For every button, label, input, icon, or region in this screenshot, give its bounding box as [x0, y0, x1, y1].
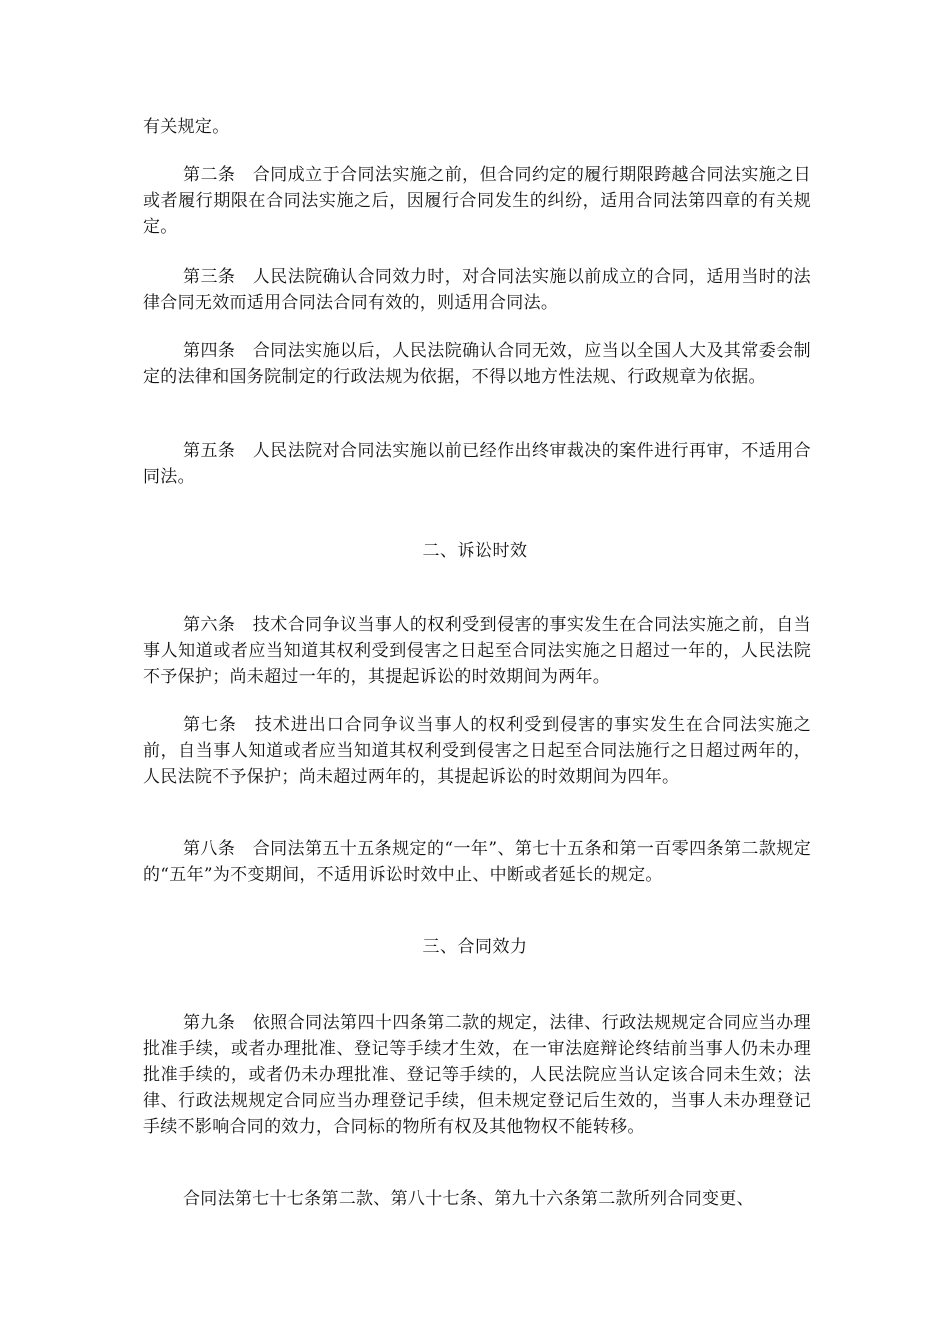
section-heading-2: 二、诉讼时效	[422, 541, 528, 561]
article-8: 第八条 合同法第五十五条规定的“一年”、第七十五条和第一百零四条第二款规定的“五年”为不变期间，不适用诉讼时效中止、中断或者延长的规定。	[143, 839, 811, 885]
paragraph-continued: 合同法第七十七条第二款、第八十七条、第九十六条第二款所列合同变更、	[183, 1189, 754, 1209]
section-heading-3: 三、合同效力	[422, 937, 528, 957]
paragraph-continuation: 有关规定。	[143, 117, 230, 137]
article-9: 第九条 依照合同法第四十四条第二款的规定，法律、行政法规规定合同应当办理批准手续，或者办理批准、登记等手续才生效，在一审法庭辩论终结前当事人仍未办理批准手续的，或者仍未办理批准、登记等手续的，人民法院应当认定该合同未生效；法律、行政法规规定合同应当办理登记手续，但未规定登记后生效的，当事人未办理登记手续不影响合同的效力，合同标的物所有权及其他物权不能转移。	[143, 1013, 811, 1137]
article-5: 第五条 人民法院对合同法实施以前已经作出终审裁决的案件进行再审，不适用合同法。	[143, 441, 811, 487]
article-3: 第三条 人民法院确认合同效力时，对合同法实施以前成立的合同，适用当时的法律合同无效而适用合同法合同有效的，则适用合同法。	[143, 267, 811, 313]
article-4: 第四条 合同法实施以后，人民法院确认合同无效，应当以全国人大及其常委会制定的法律和国务院制定的行政法规为依据，不得以地方性法规、行政规章为依据。	[143, 341, 811, 387]
article-6: 第六条 技术合同争议当事人的权利受到侵害的事实发生在合同法实施之前，自当事人知道或者应当知道其权利受到侵害之日起至合同法实施之日超过一年的，人民法院不予保护；尚未超过一年的，其提起诉讼的时效期间为两年。	[143, 615, 811, 687]
article-2: 第二条 合同成立于合同法实施之前，但合同约定的履行期限跨越合同法实施之日或者履行期限在合同法实施之后，因履行合同发生的纠纷，适用合同法第四章的有关规定。	[143, 165, 811, 237]
article-7: 第七条 技术进出口合同争议当事人的权利受到侵害的事实发生在合同法实施之前，自当事人知道或者应当知道其权利受到侵害之日起至合同法施行之日超过两年的，人民法院不予保护；尚未超过两年的，其提起诉讼的时效期间为四年。	[143, 715, 811, 787]
